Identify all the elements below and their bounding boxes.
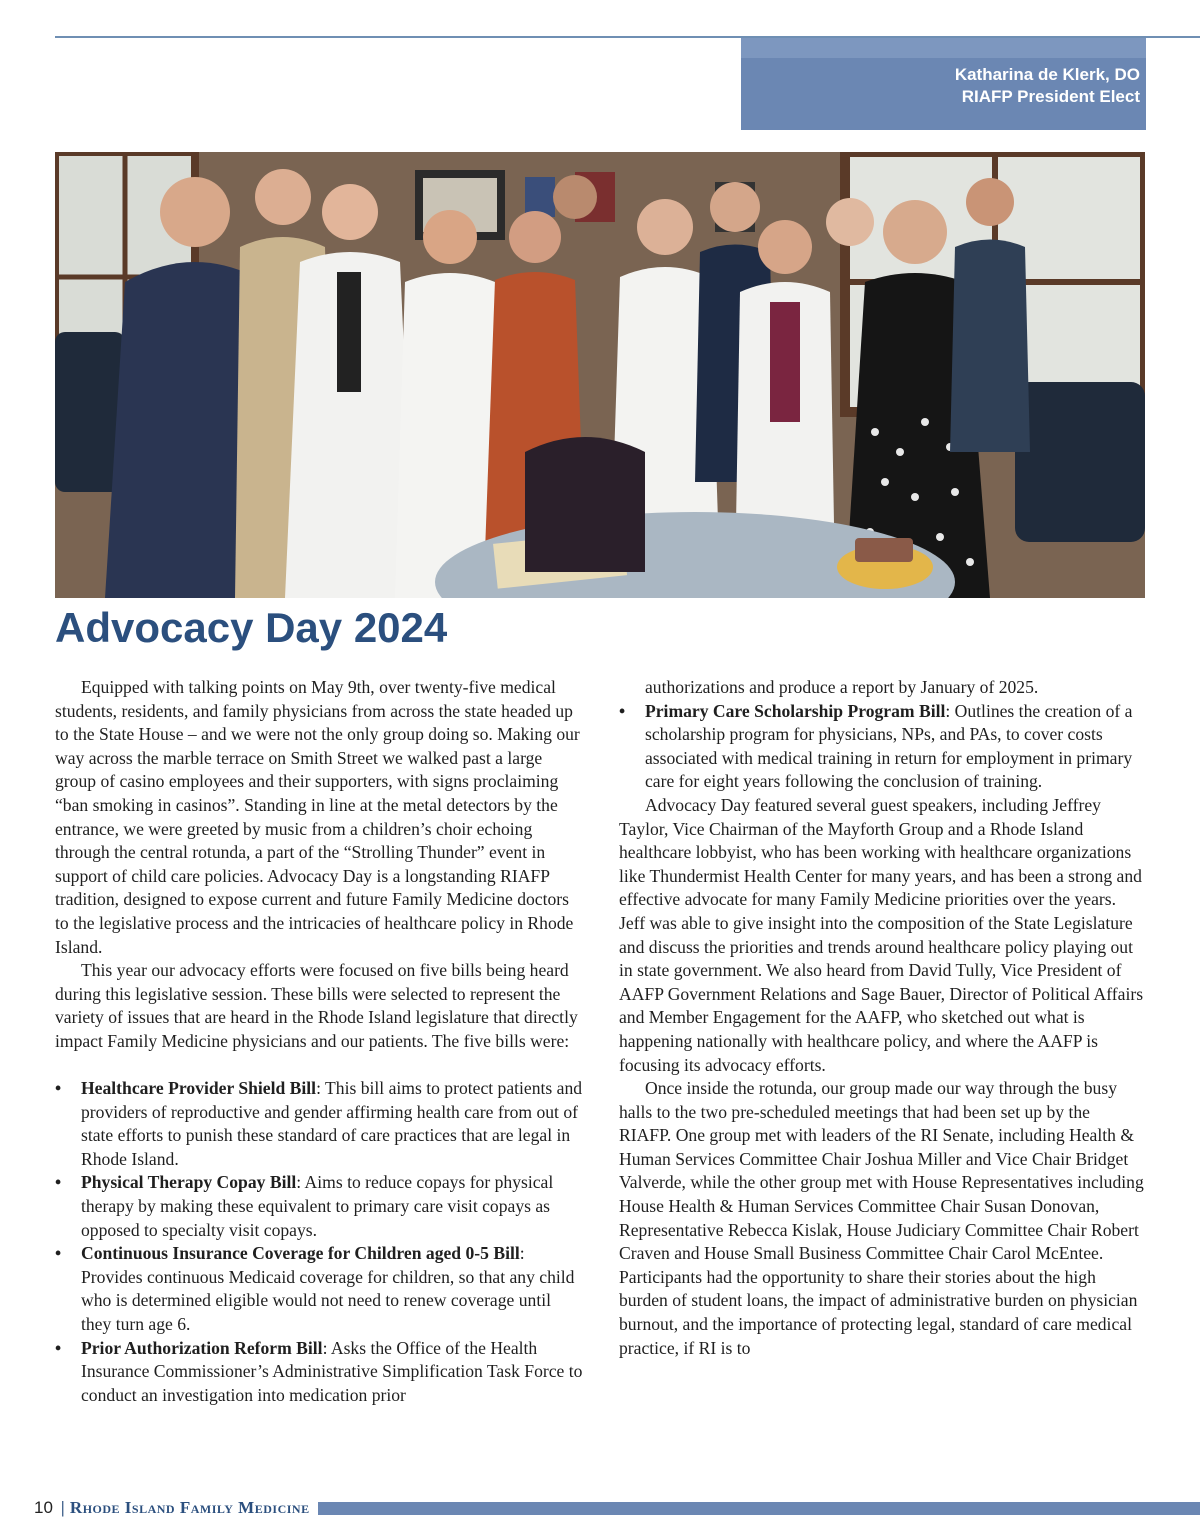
paragraph-gap (55, 1054, 585, 1078)
page-footer (34, 1496, 1200, 1520)
bill-description: : This bill aims to protect patients and providers of reproductive and gender affirming health care from out of state efforts to punish these standard of care practices that are legal in Rhode Island. (81, 1078, 583, 1169)
list-item (55, 1171, 585, 1242)
list-item (619, 700, 1145, 794)
bill-name: Primary Care Scholarship Program Bill (645, 700, 946, 721)
bill-name: Continuous Insurance Coverage for Children aged 0-5 Bill (81, 1243, 520, 1264)
group-photo (55, 152, 1145, 598)
bill-description: : Asks the Office of the Health Insurance Commissioner’s Administrative Simplification Task Force to conduct an investigation into medication prior (81, 1337, 583, 1405)
bill-name: Healthcare Provider Shield Bill (81, 1078, 317, 1099)
bill-name: Prior Authorization Reform Bill (81, 1337, 323, 1358)
bill-description: : Outlines the creation of a scholarship program for physicians, NPs, and PAs, to cover costs associated with medical training in return for employment in primary care for eight years following the conclusion of training. (645, 700, 1133, 792)
right-column (619, 676, 1145, 1360)
bill-list (55, 1077, 585, 1407)
bill-description: : Aims to reduce copays for physical therapy by making these equivalent to primary care visit copays as opposed to specialty visit copays. (81, 1172, 554, 1240)
left-paragraph-2: This year our advocacy efforts were focused on five bills being heard during this legislative session. These bills were selected to represent the variety of issues that are heard in the Rhode Island legislature that directly impact Family Medicine physicians and our patients. The five bills were: (55, 960, 578, 1051)
author-role: RIAFP President Elect (961, 87, 1140, 106)
right-paragraph-1: Advocacy Day featured several guest speakers, including Jeffrey Taylor, Vice Chairman of the Mayforth Group and a Rhode Island healthcare lobbyist, who has been working with healthcare organizations like Thundermist Health Center for many years, and has been a strong and effective advocate for many Family Medicine priorities over the years. Jeff was able to give insight into the composition of the State Legislature and discuss the priorities and trends around healthcare policy playing out in state government. We also heard from David Tully, Vice President of AAFP Government Relations and Sage Bauer, Director of Political Affairs and Member Engagement for the AAFP, who sketched out what is happening nationally with healthcare policy, and where the AAFP is focusing its advocacy efforts. (619, 794, 1144, 1075)
footer-bar (318, 1502, 1200, 1515)
page-number: 10 (34, 1498, 53, 1517)
left-column (55, 676, 585, 1407)
list-item (55, 1242, 585, 1336)
bill-description: : Provides continuous Medicaid coverage for children, so that any child who is determined eligible would not need to renew coverage until they turn age 6. (81, 1243, 575, 1335)
bill-continuation: authorizations and produce a report by January of 2025. (645, 677, 1039, 697)
bill-list-continued (619, 700, 1145, 794)
right-paragraph-2: Once inside the rotunda, our group made our way through the busy halls to the two pre-scheduled meetings that had been set up by the RIAFP. One group met with leaders of the RI Senate, including Health & Human Services Committee Chair Joshua Miller and Vice Chair Bridget Valverde, while the other group met with House Representatives including House Health & Human Services Committee Chair Susan Donovan, Representative Rebecca Kislak, House Judiciary Committee Chair Robert Craven and House Small Business Committee Chair Carol McEntee. Participants had the opportunity to share their stories about the high burden of student loans, the impact of administrative burden on physician burnout, and the importance of protecting legal, standard of care medical practice, if RI is to (619, 1078, 1144, 1358)
author-box-strip (741, 38, 1146, 58)
publication-name: | Rhode Island Family Medicine (60, 1498, 310, 1517)
left-paragraph-1: Equipped with talking points on May 9th, over twenty-five medical students, residents, and family physicians from across the state headed up to the State House – and we were not the only group doing so. Making our way across the marble terrace on Smith Street we walked past a large group of casino employees and their supporters, with signs proclaiming “ban smoking in casinos”. Standing in line at the metal detectors by the entrance, we were greeted by music from a children’s choir echoing through the central rotunda, a part of the “Strolling Thunder” event in support of child care policies. Advocacy Day is a longstanding RIAFP tradition, designed to expose current and future Family Medicine doctors to the legislative process and the intricacies of healthcare policy in Rhode Island. (55, 677, 580, 957)
list-item (55, 1077, 585, 1171)
author-name: Katharina de Klerk, DO (954, 65, 1140, 84)
article-title: Advocacy Day 2024 (55, 604, 448, 651)
bill-name: Physical Therapy Copay Bill (81, 1172, 297, 1193)
author-box (741, 38, 1146, 130)
list-item (55, 1337, 585, 1408)
group-photo-illustration (55, 152, 1145, 598)
